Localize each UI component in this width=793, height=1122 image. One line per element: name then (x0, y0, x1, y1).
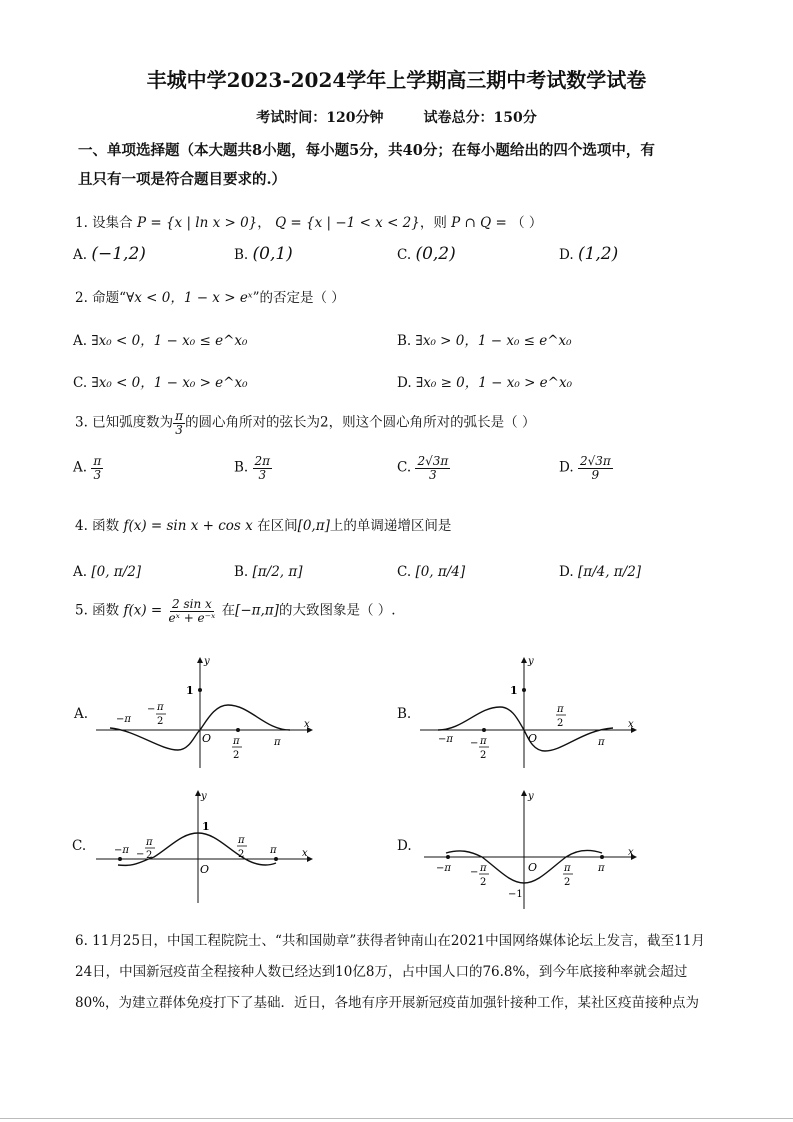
svg-text:x: x (302, 848, 308, 859)
svg-text:y: y (528, 791, 534, 802)
svg-text:π: π (270, 845, 277, 856)
svg-text:−π: −π (116, 714, 131, 725)
q5-graph-d[interactable] (418, 785, 648, 910)
svg-text:−: − (136, 849, 145, 860)
svg-text:O: O (528, 732, 538, 745)
q1-option-d[interactable]: D. (1,2) (559, 244, 619, 264)
q2-option-d[interactable]: D. ∃x₀ ≥ 0，1 − x₀ > e^x₀ (397, 375, 572, 391)
svg-text:y: y (204, 656, 210, 667)
svg-text:π: π (233, 736, 240, 747)
svg-text:x: x (628, 719, 634, 730)
svg-text:−π: −π (114, 845, 129, 856)
q3-option-d[interactable]: D. $\frac{2√3\pi}{9}$ (559, 454, 611, 482)
svg-text:π: π (598, 863, 605, 874)
svg-text:2: 2 (238, 849, 245, 860)
q5-graph-c[interactable] (90, 785, 320, 905)
q1-prefix: 1. 设集合 (75, 215, 133, 231)
svg-text:O: O (528, 861, 538, 874)
svg-text:π: π (557, 704, 564, 715)
svg-text:π: π (146, 837, 153, 848)
q2-option-a[interactable]: A. ∃x₀ < 0，1 − x₀ ≤ e^x₀ (73, 333, 248, 349)
svg-text:−: − (470, 867, 479, 878)
svg-text:−: − (147, 704, 156, 715)
svg-text:2: 2 (480, 750, 487, 761)
question-1: 1. 设集合 P = {x | ln x > 0}， Q = {x | −1 < x < 2}，则 P ∩ Q = （ ） (75, 215, 543, 231)
section-heading-line1: 一、单项选择题（本大题共8小题，每小题5分，共40分；在每小题给出的四个选项中，有 (78, 142, 655, 159)
svg-text:π: π (238, 835, 245, 846)
svg-text:y: y (528, 656, 534, 667)
exam-subtitle (0, 107, 793, 127)
q4-option-c[interactable]: C. [0, π/4] (397, 564, 466, 580)
q4-option-d[interactable]: D. [π/4, π/2] (559, 564, 642, 580)
question-4: 4. 函数 f(x) = sin x + cos x 在区间[0,π]上的单调递增区间是 (75, 518, 452, 534)
svg-text:O: O (200, 863, 210, 876)
svg-text:2: 2 (557, 718, 564, 729)
svg-text:π: π (480, 736, 487, 747)
q3-option-a[interactable]: A. $\frac{\pi}{3}$ (73, 454, 102, 482)
q4-option-a[interactable]: A. [0, π/2] (73, 564, 142, 580)
q1-then: ，则 (419, 215, 447, 231)
q1-option-a[interactable]: A. (−1,2) (73, 244, 146, 264)
svg-text:π: π (598, 737, 605, 748)
q1-option-c[interactable]: C. (0,2) (397, 244, 456, 264)
q5-graph-a[interactable] (90, 650, 320, 770)
svg-text:x: x (304, 719, 310, 730)
question-6-line2: 24日，中国新冠疫苗全程接种人数已经达到10亿8万，占中国人口的76.8%，到今年底接种率就会超过 (75, 964, 688, 980)
exam-time: 考试时间：120分钟 (256, 110, 384, 126)
question-6-line3: 80%，为建立群体免疫打下了基础．近日，各地有序开展新冠疫苗加强针接种工作，某社区疫苗接种点为 (75, 995, 700, 1011)
q4-option-b[interactable]: B. [π/2, π] (234, 564, 303, 580)
q2-option-b[interactable]: B. ∃x₀ > 0，1 − x₀ ≤ e^x₀ (397, 333, 572, 349)
svg-text:−1: −1 (508, 889, 523, 900)
exam-score: 试卷总分：150分 (423, 110, 537, 126)
svg-text:−π: −π (436, 863, 451, 874)
svg-text:2: 2 (146, 850, 153, 861)
svg-text:π: π (564, 863, 571, 874)
svg-text:1: 1 (186, 684, 194, 697)
svg-text:1: 1 (202, 820, 210, 833)
q5-option-c-label[interactable]: C. (72, 838, 87, 854)
q1-set-p: P = {x | ln x > 0} (136, 215, 258, 231)
q1-ask: P ∩ Q = (451, 215, 507, 231)
q2-statement: ∀x < 0，1 − x > eˣ (126, 290, 253, 306)
page-bottom-rule (0, 1118, 793, 1119)
q4-function: f(x) = sin x + cos x (123, 518, 253, 534)
svg-text:2: 2 (480, 877, 487, 888)
q1-option-b[interactable]: B. (0,1) (234, 244, 293, 264)
svg-text:1: 1 (510, 684, 518, 697)
q5-graph-b[interactable] (418, 650, 648, 770)
svg-text:x: x (628, 847, 634, 858)
question-2: 2. 命题“∀x < 0，1 − x > eˣ”的否定是（ ） (75, 290, 345, 306)
question-6-line1: 6. 11月25日，中国工程院院士、“共和国勋章”获得者钟南山在2021中国网络媒体论坛上发言，截至11月 (75, 933, 705, 949)
svg-text:2: 2 (157, 716, 164, 727)
q5-option-d-label[interactable]: D. (397, 838, 412, 854)
q1-paren: （ ） (511, 215, 543, 231)
svg-text:−: − (470, 738, 479, 749)
q3-option-c[interactable]: C. $\frac{2√3\pi}{3}$ (397, 454, 449, 482)
q1-set-q: Q = {x | −1 < x < 2} (275, 215, 420, 231)
svg-text:π: π (157, 702, 164, 713)
svg-text:2: 2 (233, 750, 240, 761)
question-3: 3. 已知弧度数为 $\frac{\pi}{3}$ 的圆心角所对的弦长为2，则这个圆心角所对的弧长是（ ） (75, 409, 536, 437)
q5-graph-b-curve (438, 707, 613, 751)
svg-text:2: 2 (564, 877, 571, 888)
svg-text:π: π (480, 863, 487, 874)
svg-text:−π: −π (438, 734, 453, 745)
question-5: 5. 函数 f(x) = $\frac{\text{2 sin x}}{\text{eˣ + e⁻ˣ}}$ 在[−π,π]的大致图象是（ ）. (75, 597, 396, 625)
svg-text:O: O (202, 732, 212, 745)
svg-text:y: y (201, 791, 207, 802)
q3-option-b[interactable]: B. $\frac{2\pi}{3}$ (234, 454, 271, 482)
exam-title: 丰城中学2023-2024学年上学期高三期中考试数学试卷 (146, 68, 647, 92)
svg-text:π: π (274, 737, 281, 748)
q5-option-b-label[interactable]: B. (397, 706, 412, 722)
q2-option-c[interactable]: C. ∃x₀ < 0，1 − x₀ > e^x₀ (73, 375, 248, 391)
q5-option-a-label[interactable]: A. (74, 706, 89, 722)
section-heading-line2: 且只有一项是符合题目要求的.） (78, 171, 287, 188)
